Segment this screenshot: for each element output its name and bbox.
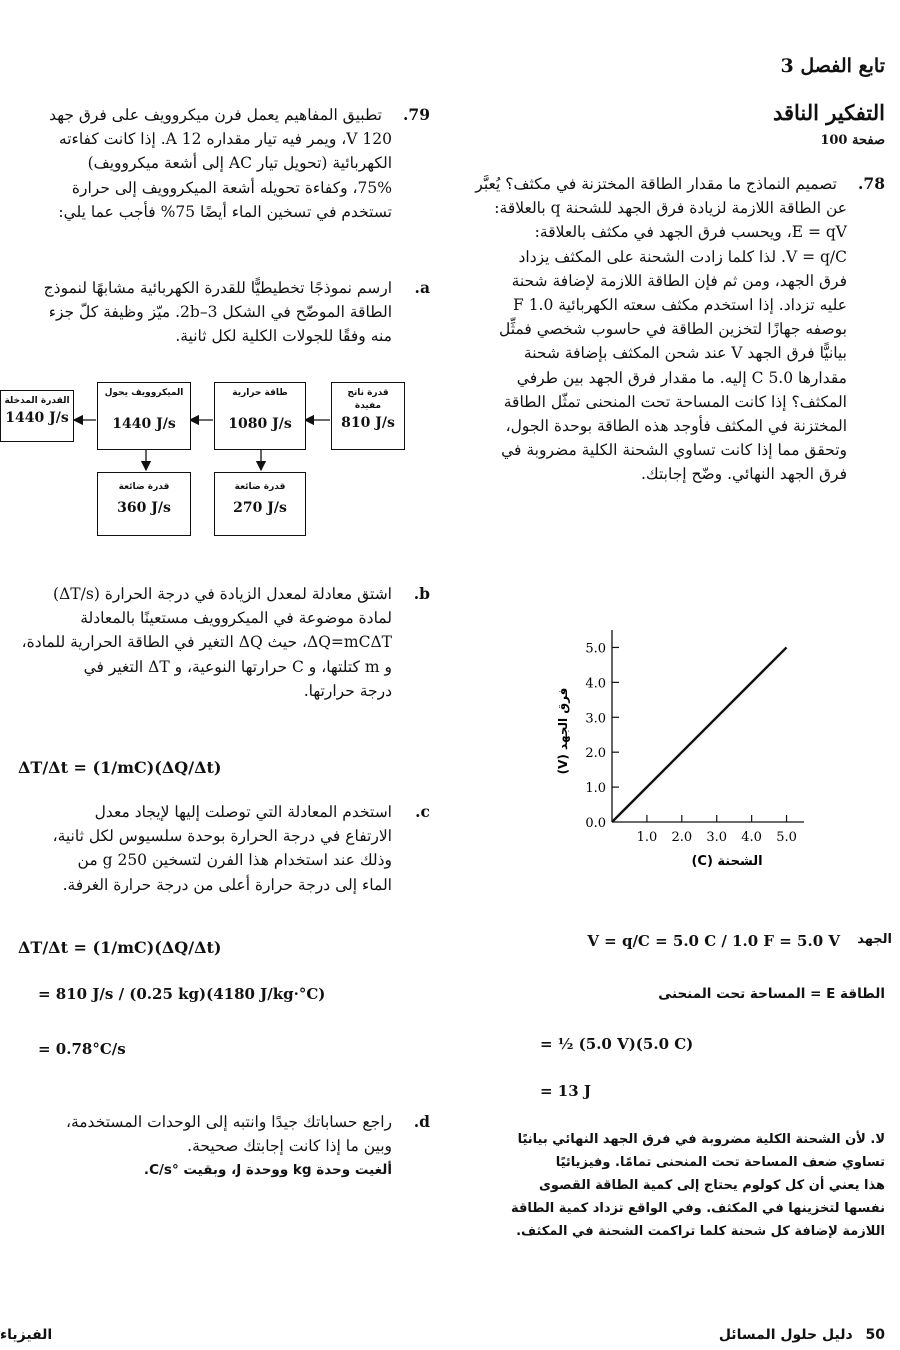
q79a-line: الطاقة الموضّح في الشكل 2b–3. ميّز وظيفة كلّ جزء [48,303,392,322]
chart-x-axis-label: الشحنة (C) [691,854,763,869]
rate-equation: ΔT/Δt = (1/mC)(ΔQ/Δt) [18,758,222,777]
energy-equation-result: = 13 J [540,1082,591,1100]
q79b-line: و m كتلتها، و C حرارتها النوعية، و ΔT التغير في [83,657,392,676]
q78-line: المختزنة في المكثف فأوجد هذه الطاقة بوحدة الجول، [505,417,847,436]
box-title: قدرة ضائعة [234,482,286,492]
item-label: a. [414,278,430,297]
q79-line: تطبيق المفاهيم يعمل فرن ميكروويف على فرق جهد [49,106,382,124]
box-value: 1440 J/s [112,416,176,432]
chapter-title: تابع الفصل 3 [780,55,885,77]
energy-label: الطاقة [840,986,885,1002]
q79b-line: اشتق معادلة لمعدل الزيادة في درجة الحرارة (ΔT/s) [53,585,392,603]
item-label: b. [413,584,430,603]
answer-line: هذا يعني أن كل كولوم يحتاج إلى كمية الطاقة القصوى [539,1178,885,1193]
rate-equation-step2: = 810 J/s / (0.25 kg)(4180 J/kg·°C) [38,985,326,1003]
wasted-power-box-2 [214,472,306,536]
q78-line: V = q/C. لذا كلما زادت الشحنة على المكثف يزداد [518,247,847,266]
q78-line: E = qV، ويحسب فرق الجهد في مكثف بالعلاقة: [534,223,847,242]
box-value: 1080 J/s [228,416,292,432]
item-label: c. [415,802,430,821]
q79c-line: استخدم المعادلة التي توصلت إليها لإيجاد معدل [94,803,392,821]
box-title: طاقة حرارية [232,388,288,398]
q79b-line: درجة حرارتها. [303,681,392,700]
rate-equation-result: = 0.78°C/s [38,1040,126,1058]
subject-title: الفيزياء [0,1327,53,1343]
energy-expression: E = المساحة تحت المنحنى [658,986,836,1002]
voltage-charge-chart [545,615,845,880]
answer-line: تساوي ضعف المساحة تحت المنحنى تمامًا. وفيزيائيًا [555,1155,885,1170]
q79c-line: الماء إلى درجة حرارة أعلى من درجة حرارة الغرفة. [62,875,392,894]
question-79-number: 79. [403,105,430,124]
q78-line: بوصفه جهازًا لتخزين الطاقة في حاسوب شخصي فمثِّل [499,320,847,339]
box-value: 360 J/s [117,500,171,516]
voltage-expression: V = q/C = 5.0 C / 1.0 F = 5.0 V [587,932,840,950]
footer-page-info [719,1327,885,1343]
q78-line: فرق الجهد، ومن ثم فإن الطاقة اللازمة لإضافة شحنة [511,271,847,290]
q79d-line: وبين ما إذا كانت إجابتك صحيحة. [187,1137,392,1156]
y-tick-label: 0.0 [585,816,606,831]
answer-78 [455,1128,885,1243]
energy-equation [658,986,885,1002]
question-79d [0,1110,430,1183]
question-79a [0,276,430,349]
q79-line: 120 V، ويمر فيه تيار مقداره 12 A. إذا كانت كفاءته [58,130,392,149]
page-number: 50 [865,1327,885,1343]
y-tick-label: 1.0 [585,781,606,797]
power-flow-diagram [0,378,410,538]
chart-y-axis-label: فرق الجهد (V) [556,687,570,775]
item-label: d. [413,1112,430,1131]
question-78-number: 78. [858,174,885,193]
q79a-line: ارسم نموذجًا تخطيطيًّا للقدرة الكهربائية مشابهًا لنموذج [43,279,392,297]
box-title: القدرة المدخلة [4,396,70,406]
box-value: 270 J/s [233,500,287,516]
y-tick-label: 4.0 [585,676,606,692]
y-tick-label: 3.0 [585,711,606,727]
y-tick-label: 2.0 [585,746,606,762]
q78-line: عن الطاقة اللازمة لزيادة فرق الجهد للشحنة q بالعلاقة: [494,199,847,218]
rate-equation-step1: ΔT/Δt = (1/mC)(ΔQ/Δt) [18,938,222,957]
voltage-label: الجهد [857,932,892,947]
wasted-power-box-1 [97,472,191,536]
q78-line: مقدارها 5.0 C إليه. ما مقدار فرق الجهد بين طرفي [516,368,847,387]
q79c-line: وذلك عند استخدام هذا الفرن لتسخين 250 g من [77,851,392,870]
x-tick-label: 2.0 [671,830,693,845]
box-title: الميكروويف يحول [104,388,184,398]
section-title: التفكير الناقد [772,100,885,125]
box-value: 1440 J/s [5,410,69,426]
useful-output-box [331,382,405,450]
chart-series [612,647,787,822]
q79d-line: راجع حساباتك جيدًا وانتبه إلى الوحدات المستخدمة، [65,1113,392,1131]
book-title: دليل حلول المسائل [718,1327,853,1343]
question-79c [0,800,430,897]
q79b-line: لمادة موضوعة في الميكروويف مستعينًا بالمعادلة [80,609,392,628]
q79-line: 75%، وكفاءة تحويله أشعة الميكروويف إلى حرارة [71,178,392,197]
box-title: قدرة ضائعة [118,482,170,492]
q79b-line: ΔQ=mCΔT، حيث ΔQ التغير في الطاقة الحرارية للمادة، [21,633,392,652]
q79-line: تستخدم في تسخين الماء أيضًا 75% فأجب عما يلي: [58,202,392,221]
q78-line: تصميم النماذج ما مقدار الطاقة المختزنة في مكثف؟ يُعبَّر [475,175,837,193]
answer-line: نفسها لتخزينها في المكثف. وفي الواقع تزداد كمية الطاقة [510,1201,885,1216]
q78-line: عليه تزداد. إذا استخدم مكثف سعته الكهربائية 1.0 F [512,296,847,315]
question-78 [465,172,885,487]
x-tick-label: 3.0 [706,830,728,845]
question-79b [0,582,430,703]
answer-line: اللازمة لإضافة كل شحنة كلما تراكمت الشحنة في المكثف. [516,1224,885,1239]
x-tick-label: 5.0 [776,830,797,845]
input-power-box [0,390,74,442]
q78-line: بيانيًّا فرق الجهد V عند شحن المكثف بإضافة شحنة [523,344,847,363]
heat-energy-box [214,382,306,450]
q79-line: الكهربائية (تحويل تيار AC إلى أشعة ميكروويف) [87,154,392,173]
q78-line: المكثف؟ إذا كانت المساحة تحت المنحنى تمثّل الطاقة [503,392,847,411]
y-tick-label: 5.0 [585,641,606,657]
question-79 [0,103,430,224]
q79d-answer: ألغيت وحدة kg ووحدة J، وبقيت °C/s. [143,1162,392,1179]
box-value: 810 J/s [341,415,395,431]
x-tick-label: 4.0 [741,830,762,845]
series-line [612,647,787,822]
energy-equation-step2: = ½ (5.0 V)(5.0 C) [540,1035,694,1053]
page-reference: صفحة 100 [820,133,885,148]
voltage-equation [472,926,892,962]
q78-line: وتحقق مما إذا كانت تساوي الشحنة الكلية مضروبة في [501,441,847,460]
x-tick-label: 1.0 [636,830,658,845]
question-78-text [465,172,885,487]
q79a-line: منه وفقًا للجولات الكلية لكل ثانية. [175,327,392,346]
microwave-box [97,382,191,450]
q79c-line: الارتفاع في درجة الحرارة بوحدة سلسيوس لكل ثانية، [52,827,392,846]
box-title: قدرة ناتج مفيدة [347,388,389,411]
q78-line: فرق الجهد النهائي. وضّح إجابتك. [641,465,847,484]
answer-line: لا. لأن الشحنة الكلية مضروبة في فرق الجهد النهائي بيانيًا [517,1132,885,1147]
